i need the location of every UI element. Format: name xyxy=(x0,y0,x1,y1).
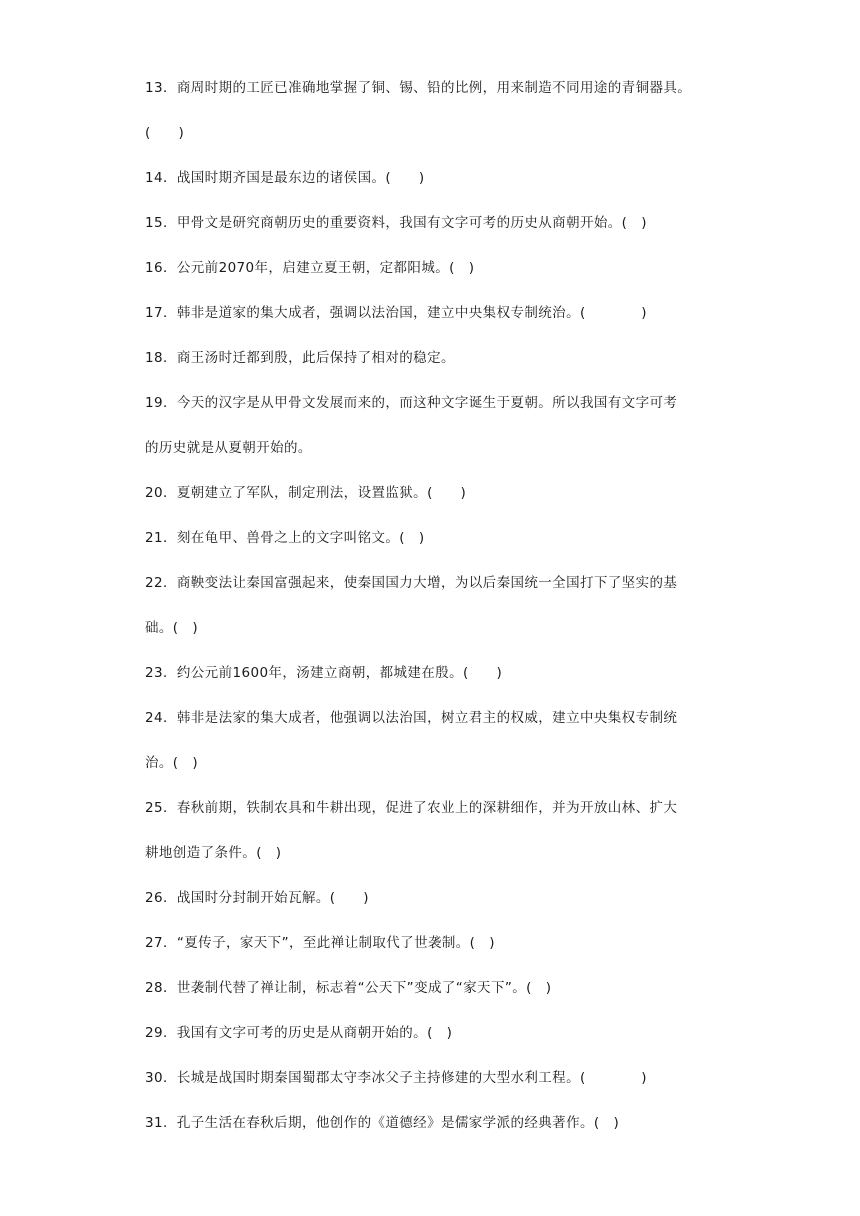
question-17: 17．韩非是道家的集大成者，强调以法治国，建立中央集权专制统治。( ) xyxy=(145,305,647,321)
question-30: 30．长城是战国时期秦国蜀郡太守李冰父子主持修建的大型水利工程。( ) xyxy=(145,1070,647,1086)
question-31: 31．孔子生活在春秋后期，他创作的《道德经》是儒家学派的经典著作。( ) xyxy=(145,1115,620,1131)
question-13: 13．商周时期的工匠已准确地掌握了铜、锡、铅的比例，用来制造不同用途的青铜器具。 xyxy=(145,80,692,96)
question-24-cont: 治。( ) xyxy=(145,755,199,771)
question-24: 24．韩非是法家的集大成者，他强调以法治国，树立君主的权威，建立中央集权专制统 xyxy=(145,710,678,726)
question-20: 20．夏朝建立了军队，制定刑法，设置监狱。( ) xyxy=(145,485,467,501)
question-23: 23．约公元前1600年，汤建立商朝，都城建在殷。( ) xyxy=(145,665,503,681)
question-26: 26．战国时分封制开始瓦解。( ) xyxy=(145,890,369,906)
question-25: 25．春秋前期，铁制农具和牛耕出现，促进了农业上的深耕细作，并为开放山林、扩大 xyxy=(145,800,678,816)
question-22-cont: 础。( ) xyxy=(145,620,199,636)
question-14: 14．战国时期齐国是最东边的诸侯国。( ) xyxy=(145,170,425,186)
question-15: 15．甲骨文是研究商朝历史的重要资料，我国有文字可考的历史从商朝开始。( ) xyxy=(145,215,647,231)
question-21: 21．刻在龟甲、兽骨之上的文字叫铭文。( ) xyxy=(145,530,425,546)
question-13-cont: ( ) xyxy=(145,125,185,141)
question-19-cont: 的历史就是从夏朝开始的。 xyxy=(145,440,312,456)
question-18: 18．商王汤时迁都到殷，此后保持了相对的稳定。 xyxy=(145,350,455,366)
question-16: 16．公元前2070年，启建立夏王朝，定都阳城。( ) xyxy=(145,260,475,276)
question-25-cont: 耕地创造了条件。( ) xyxy=(145,845,282,861)
question-19: 19．今天的汉字是从甲骨文发展而来的，而这种文字诞生于夏朝。所以我国有文字可考 xyxy=(145,395,678,411)
question-22: 22．商鞅变法让秦国富强起来，使秦国国力大增，为以后秦国统一全国打下了坚实的基 xyxy=(145,575,678,591)
question-28: 28．世袭制代替了禅让制，标志着“公天下”变成了“家天下”。( ) xyxy=(145,980,552,996)
question-29: 29．我国有文字可考的历史是从商朝开始的。( ) xyxy=(145,1025,453,1041)
question-27: 27．“夏传子，家天下”，至此禅让制取代了世袭制。( ) xyxy=(145,935,495,951)
